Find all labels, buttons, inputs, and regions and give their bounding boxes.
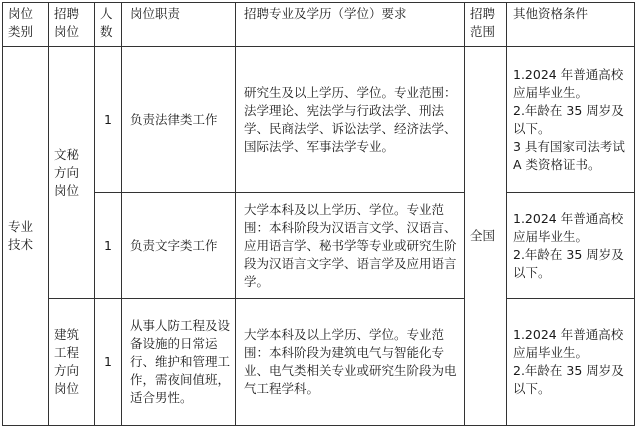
post-cell: 建筑工程方向岗位 (49, 299, 95, 426)
header-requirement: 招聘专业及学历（学位）要求 (236, 3, 465, 47)
other-line: 2.年龄在 35 周岁及以下。 (513, 363, 624, 396)
header-duty: 岗位职责 (122, 3, 236, 47)
count-cell: 1 (95, 299, 122, 426)
other-line: 2.年龄在 35 周岁及以下。 (513, 246, 624, 280)
table-row (3, 47, 635, 193)
other-line: 2.年龄在 35 周岁及以下。 (513, 102, 624, 136)
header-count: 人数 (95, 3, 122, 47)
other-cell (507, 299, 635, 426)
header-other: 其他资格条件 (507, 3, 635, 47)
header-category: 岗位类别 (3, 3, 49, 47)
count-cell: 1 (95, 47, 122, 193)
duty-cell: 从事人防工程及设备设施的日常运行、维护和管理工作，需夜间值班，适合男性。 (122, 299, 236, 426)
requirement-cell: 大学本科及以上学历、学位。专业范围：本科阶段为建筑电气与智能化专业、电气类相关专业或研究生阶段为电气工程学科。 (236, 299, 465, 426)
other-line: 1.2024 年普通高校应届毕业生。 (513, 210, 624, 244)
header-post: 招聘岗位 (49, 3, 95, 47)
recruitment-table (2, 2, 635, 426)
duty-cell: 负责法律类工作 (122, 47, 236, 193)
requirement-cell: 大学本科及以上学历、学位。专业范围：本科阶段为汉语言文学、汉语言、应用语言学、秘书学等专业或研究生阶段为汉语言文字学、语言学及应用语言学。 (236, 193, 465, 299)
other-line: 3 具有国家司法考试 A 类资格证书。 (513, 138, 625, 172)
table-row (3, 299, 635, 426)
category-cell: 专业技术 (3, 47, 49, 426)
scope-cell: 全国 (465, 47, 507, 426)
other-line: 1.2024 年普通高校应届毕业生。 (513, 66, 624, 100)
count-cell: 1 (95, 193, 122, 299)
other-line: 1.2024 年普通高校应届毕业生。 (513, 327, 624, 360)
requirement-cell: 研究生及以上学历、学位。专业范围：法学理论、宪法学与行政法学、刑法学、民商法学、诉讼法学、经济法学、国际法学、军事法学专业。 (236, 47, 465, 193)
duty-cell: 负责文字类工作 (122, 193, 236, 299)
table-row (3, 193, 635, 299)
post-cell: 文秘方向岗位 (49, 47, 95, 299)
other-cell (507, 193, 635, 299)
other-cell (507, 47, 635, 193)
header-scope: 招聘范围 (465, 3, 507, 47)
header-row (3, 3, 635, 47)
